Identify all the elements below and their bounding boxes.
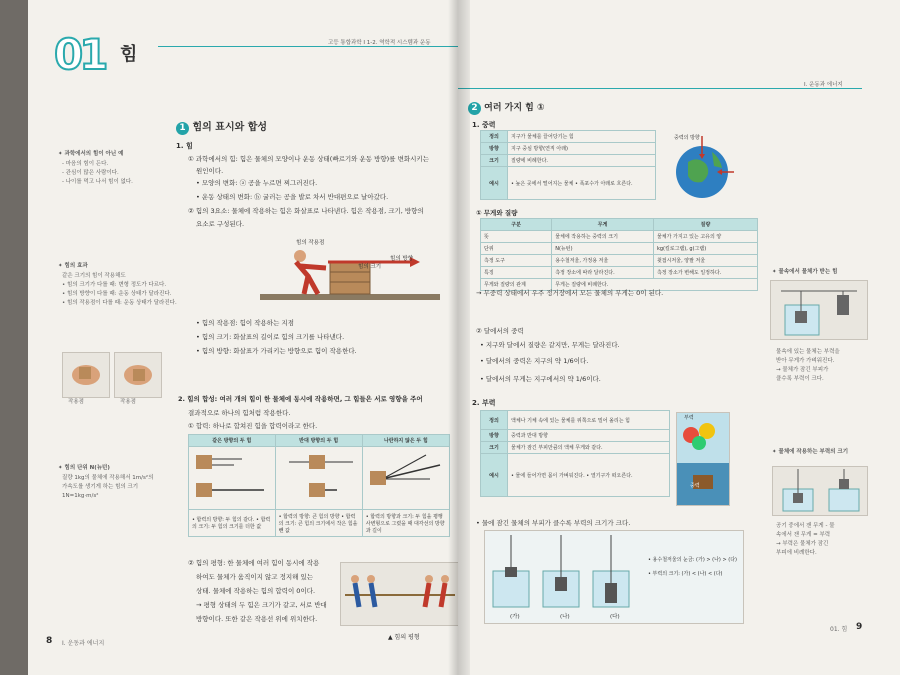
sidebar-title: ✦ 물속에서 물체가 받는 힘 (772, 269, 838, 275)
sidebar-line: 가속도를 생기게 하는 힘의 크기 (62, 484, 139, 490)
row-value: 물체가 잠긴 부피만큼의 액체 무게와 같다. (508, 442, 670, 454)
table-header: 나란하지 않은 두 힘 (362, 435, 449, 447)
cell: 특징 (481, 267, 552, 279)
cell: 물체에 작용하는 중력의 크기 (552, 231, 654, 243)
sidebar-line: 질량 1kg의 물체에 작용해서 1m/s²의 (62, 475, 154, 481)
right-page (458, 0, 900, 675)
note-line: → 무중력 상태에서 우주 정거장에서 모든 물체의 무게는 0이 된다. (476, 289, 664, 297)
hand-label: 작용점 (120, 399, 136, 405)
chapter-title: 힘 (120, 44, 138, 65)
figure-label: (가) (510, 614, 520, 620)
hand-illustration (62, 352, 110, 398)
label-point: 힘의 작용점 (296, 240, 325, 246)
sidebar-line: 부피에 비례한다. (776, 550, 817, 556)
hand-label: 작용점 (68, 399, 84, 405)
body-line: → 평형 상태의 두 힘은 크기가 같고, 서로 반대 (196, 601, 327, 609)
body-line: 2. 힘의 합성: 여러 개의 힘이 한 물체에 동시에 작용하면, 그 힘들은 서로 영향을 주어 (178, 395, 423, 403)
sidebar-title: ✦ 힘의 단위 N(뉴턴) (58, 465, 110, 471)
row-value: • 물에 들어가면 몸이 가벼워진다. • 열기구가 떠오른다. (508, 454, 670, 497)
cell: 측정 장소가 변해도 일정하다. (653, 267, 757, 279)
cell: 무게와 질량의 관계 (481, 279, 552, 291)
row-head: 예시 (481, 454, 508, 497)
row-head: 크기 (481, 155, 508, 167)
table-note: • 합력의 방향: 큰 힘의 방향 • 합력의 크기: 큰 힘의 크기에서 작은 힘을 뺀 값 (275, 510, 362, 537)
sidebar-line: 물속에 있는 물체는 부력을 (776, 349, 840, 355)
gravity-title: 1. 중력 (472, 121, 496, 129)
body-line: 원인이다. (196, 167, 224, 175)
sidebar-line: - 나이를 먹고 나서 힘이 없다. (62, 179, 133, 185)
figure-note: • 용수철저울의 눈금: (가) > (나) > (다) (648, 557, 737, 563)
row-head: 정의 (481, 411, 508, 430)
header-right: I. 운동과 에너지 (804, 82, 843, 88)
footer-label: 01. 힘 (830, 626, 848, 633)
cell: 단위 (481, 243, 552, 255)
sidebar-line: 1N=1kg·m/s² (62, 493, 99, 499)
page-number: 8 (46, 636, 53, 646)
diagram-cell (189, 447, 276, 510)
section-2-heading (468, 100, 545, 115)
spring-scale-figure (484, 530, 744, 624)
sidebar-title: ✦ 물체에 작용하는 부력의 크기 (772, 449, 849, 455)
row-head: 방향 (481, 430, 508, 442)
cell: 물체가 가지고 있는 고유의 양 (653, 231, 757, 243)
balloon-boat-figure (676, 412, 730, 506)
section-number-badge: 2 (468, 102, 481, 115)
label-size: 힘의 크기 (358, 264, 382, 270)
weight-mass-table (480, 218, 758, 291)
page-number: 9 (856, 622, 863, 632)
sidebar-line: • 힘의 크기가 다를 때: 변형 정도가 다르다. (62, 282, 167, 288)
table-note: • 합력의 방향과 크기: 두 힘을 평행사변형으로 그렸을 때 대각선의 방향과 길이 (362, 510, 449, 537)
body-line: ① 합력: 하나로 합쳐진 힘을 합력이라고 한다. (188, 422, 318, 430)
label-direction: 힘의 방향 (390, 256, 414, 262)
body-line: 방향이다. 또한 같은 작용선 위에 위치한다. (196, 615, 318, 623)
sidebar-line: 공기 중에서 잰 무게 - 물 (776, 523, 835, 529)
figure-label: (다) (610, 614, 620, 620)
buoyancy-title: 2. 부력 (472, 399, 496, 407)
body-line: • 모양의 변화: ⓐ 공을 누르면 찌그러진다. (196, 179, 318, 187)
row-value: 지구가 물체를 끌어당기는 힘 (508, 131, 656, 143)
footer-label: I. 운동과 에너지 (62, 640, 105, 647)
body-line: • 운동 상태의 변화: ⓑ 굴러는 공을 발로 차서 반대편으로 날아갔다. (196, 193, 389, 201)
body-line: 상태. 물체에 작용하는 힘의 합력이 0이다. (196, 587, 316, 595)
hand-illustration (114, 352, 162, 398)
row-head: 방향 (481, 143, 508, 155)
sidebar-line: 받아 무게가 가벼워진다. (776, 358, 835, 364)
tug-of-war-illustration (340, 562, 459, 626)
sidebar-line: 속에서 잰 무게 = 부력 (776, 532, 831, 538)
gravity-table (480, 130, 656, 200)
water-scale-illustration (770, 280, 868, 340)
header-rule (458, 88, 862, 89)
figure-label: (나) (560, 614, 570, 620)
balloon-label: 부력 (684, 415, 694, 421)
cell: kg(킬로그램), g(그램) (653, 243, 757, 255)
body-line: 요소로 구성된다. (196, 220, 245, 228)
bullet: • 힘의 크기: 화살표의 길이로 힘의 크기를 나타낸다. (196, 333, 345, 341)
table-note: • 합력의 방향: 두 힘의 같다. • 합력의 크기: 두 힘의 크기를 더한 값 (189, 510, 276, 537)
cell: 측정 도구 (481, 255, 552, 267)
earth-gravity-figure (662, 132, 742, 204)
diagram-cell (362, 447, 449, 510)
sidebar-line: → 물체가 잠긴 부피가 (776, 367, 829, 373)
balloon-label: 중력 (690, 483, 700, 489)
cell: 측정 장소에 따라 달라진다. (552, 267, 654, 279)
body-line: 결과적으로 하나의 힘처럼 작용한다. (188, 409, 291, 417)
table-header: 질량 (653, 219, 757, 231)
resultant-force-table (188, 434, 450, 537)
figure-note: • 부력의 크기: (가) < (나) < (다) (648, 571, 723, 577)
cell: 뜻 (481, 231, 552, 243)
table-header: 구분 (481, 219, 552, 231)
row-value: 액체나 기체 속에 있는 물체를 위쪽으로 밀어 올리는 힘 (508, 411, 670, 430)
sidebar-line: 같은 크기의 힘이 작용해도 (62, 273, 126, 279)
note-line: • 지구와 달에서 질량은 같지만, 무게는 달라진다. (480, 341, 620, 349)
left-page (28, 0, 459, 675)
row-head: 정의 (481, 131, 508, 143)
body-line: ② 힘의 평형: 한 물체에 여러 힘이 동시에 작용 (188, 559, 320, 567)
table-header: 반대 방향의 두 힘 (275, 435, 362, 447)
bullet: • 힘의 방향: 화살표가 가리키는 방향으로 힘이 작용한다. (196, 347, 357, 355)
diagram-cell (275, 447, 362, 510)
push-box-figure (260, 236, 440, 306)
chapter-rule (158, 46, 458, 47)
sidebar-line: • 힘의 방향이 다를 때: 운동 상태가 달라진다. (62, 291, 172, 297)
section-2-title: 여러 가지 힘 ① (484, 103, 545, 113)
body-line: ① 과학에서의 힘: 힘은 물체의 모양이나 운동 상태(빠르기와 운동 방향)를 변화시키는 (188, 155, 429, 163)
cell: 용수철저울, 가정용 저울 (552, 255, 654, 267)
chapter-number: 01 (54, 30, 105, 79)
weight-title: ① 무게와 질량 (476, 209, 518, 217)
cell: 윗접시저울, 양팔 저울 (653, 255, 757, 267)
buoyancy-table (480, 410, 670, 497)
row-head: 예시 (481, 167, 508, 200)
bullet: • 힘의 작용점: 힘이 작용하는 지점 (196, 319, 294, 327)
buoyancy-measure-illustration (772, 466, 868, 516)
cell: 무게는 질량에 비례한다. (552, 279, 758, 291)
table-header: 같은 방향의 두 힘 (189, 435, 276, 447)
row-value: • 높은 곳에서 떨어지는 물체 • 폭포수가 아래로 흐른다. (508, 167, 656, 200)
row-value: 중력과 반대 방향 (508, 430, 670, 442)
cell: N(뉴턴) (552, 243, 654, 255)
sidebar-line: • 힘의 작용점이 다를 때: 운동 상태가 달라진다. (62, 300, 177, 306)
sidebar-title: ✦ 과학에서의 힘이 아닌 예 (58, 151, 124, 157)
tug-caption: ▲ 힘의 평형 (388, 634, 420, 641)
row-value: 지구 중심 방향(연직 아래) (508, 143, 656, 155)
sidebar-title: ✦ 힘의 효과 (58, 263, 88, 269)
section-1-title: 힘의 표시와 합성 (192, 122, 268, 133)
top-caption: 고등 통합과학 I 1-2. 역학적 시스템과 운동 (328, 40, 431, 46)
section-number-badge: 1 (176, 122, 189, 135)
row-value: 질량에 비례한다. (508, 155, 656, 167)
sidebar-line: - 관심이 많은 사람이다. (62, 170, 119, 176)
buoyancy-question: • 물에 잠긴 물체의 부피가 클수록 부력의 크기가 크다. (476, 519, 631, 527)
globe-label: 중력의 방향 (674, 135, 700, 141)
table-header: 무게 (552, 219, 654, 231)
sidebar-line: - 마음의 힘이 든다. (62, 161, 109, 167)
sidebar-line: → 부력은 물체가 잠긴 (776, 541, 829, 547)
section-1-heading (176, 118, 267, 135)
note-line: • 달에서의 중력은 지구의 약 1/6이다. (480, 357, 589, 365)
subsection-force: 1. 힘 (176, 142, 193, 150)
note-line: ② 달에서의 중력 (476, 327, 524, 335)
body-line: ② 힘의 3요소: 물체에 작용하는 힘은 화살표로 나타낸다. 힘은 작용점, 크기, 방향의 (188, 207, 424, 215)
row-head: 크기 (481, 442, 508, 454)
body-line: 하여도 물체가 움직이지 않고 정지해 있는 (196, 573, 314, 581)
sidebar-line: 클수록 부력이 크다. (776, 376, 824, 382)
note-line: • 달에서의 무게는 지구에서의 약 1/6이다. (480, 375, 601, 383)
